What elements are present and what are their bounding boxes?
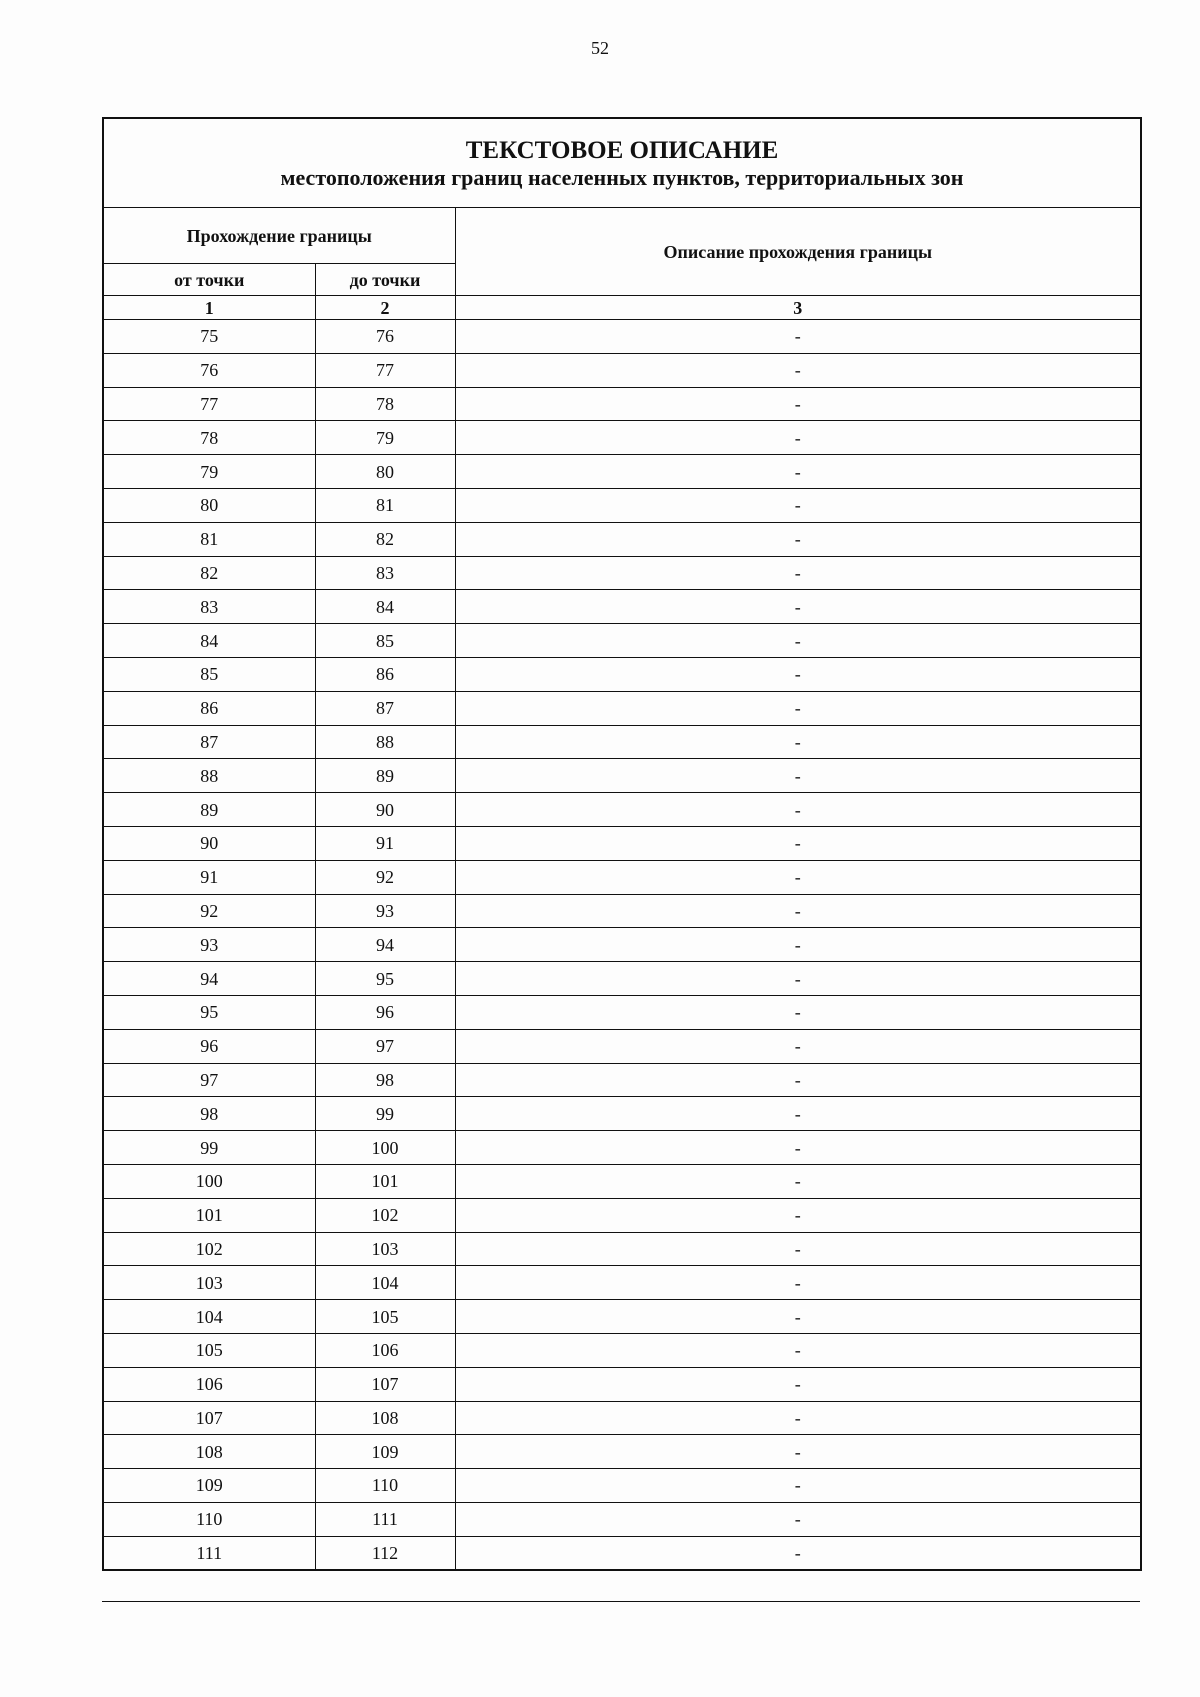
- header-passage: Прохождение границы: [103, 208, 455, 264]
- cell-from-point: 101: [103, 1198, 315, 1232]
- table-row: [103, 556, 1141, 590]
- cell-from-point: 107: [103, 1401, 315, 1435]
- cell-description: -: [455, 725, 1141, 759]
- cell-from-point: 87: [103, 725, 315, 759]
- cell-to-point: 82: [315, 522, 455, 556]
- table-row: [103, 455, 1141, 489]
- cell-to-point: 83: [315, 556, 455, 590]
- table-row: [103, 320, 1141, 354]
- cell-description: -: [455, 1029, 1141, 1063]
- cell-description: -: [455, 1164, 1141, 1198]
- cell-to-point: 108: [315, 1401, 455, 1435]
- cell-description: -: [455, 1401, 1141, 1435]
- cell-from-point: 95: [103, 995, 315, 1029]
- cell-from-point: 99: [103, 1131, 315, 1165]
- table-row: [103, 590, 1141, 624]
- cell-to-point: 90: [315, 793, 455, 827]
- table-row: [103, 759, 1141, 793]
- cell-to-point: 76: [315, 320, 455, 354]
- cell-from-point: 79: [103, 455, 315, 489]
- cell-description: -: [455, 488, 1141, 522]
- cell-from-point: 111: [103, 1536, 315, 1570]
- cell-to-point: 93: [315, 894, 455, 928]
- cell-description: -: [455, 1333, 1141, 1367]
- cell-from-point: 86: [103, 691, 315, 725]
- table-title: [103, 118, 1141, 208]
- cell-description: -: [455, 590, 1141, 624]
- cell-from-point: 88: [103, 759, 315, 793]
- cell-to-point: 102: [315, 1198, 455, 1232]
- cell-from-point: 96: [103, 1029, 315, 1063]
- table-row: [103, 387, 1141, 421]
- cell-from-point: 103: [103, 1266, 315, 1300]
- cell-description: -: [455, 962, 1141, 996]
- table-row: [103, 353, 1141, 387]
- table-body: [103, 320, 1141, 1571]
- cell-to-point: 95: [315, 962, 455, 996]
- cell-from-point: 106: [103, 1367, 315, 1401]
- cell-to-point: 110: [315, 1469, 455, 1503]
- cell-description: -: [455, 1469, 1141, 1503]
- cell-to-point: 94: [315, 928, 455, 962]
- header-from-point: от точки: [103, 264, 315, 296]
- cell-from-point: 100: [103, 1164, 315, 1198]
- cell-from-point: 110: [103, 1502, 315, 1536]
- table-row: [103, 1333, 1141, 1367]
- cell-to-point: 87: [315, 691, 455, 725]
- cell-to-point: 79: [315, 421, 455, 455]
- table-row: [103, 826, 1141, 860]
- table-row: [103, 1097, 1141, 1131]
- cell-to-point: 99: [315, 1097, 455, 1131]
- cell-description: -: [455, 995, 1141, 1029]
- cell-from-point: 84: [103, 624, 315, 658]
- cell-to-point: 92: [315, 860, 455, 894]
- cell-to-point: 103: [315, 1232, 455, 1266]
- cell-from-point: 102: [103, 1232, 315, 1266]
- table-row: [103, 1232, 1141, 1266]
- cell-from-point: 77: [103, 387, 315, 421]
- cell-description: -: [455, 1097, 1141, 1131]
- cell-description: -: [455, 657, 1141, 691]
- cell-from-point: 108: [103, 1435, 315, 1469]
- cell-to-point: 96: [315, 995, 455, 1029]
- cell-to-point: 111: [315, 1502, 455, 1536]
- table-row: [103, 657, 1141, 691]
- cell-from-point: 98: [103, 1097, 315, 1131]
- header-to-point: до точки: [315, 264, 455, 296]
- bottom-rule: [102, 1601, 1140, 1602]
- cell-to-point: 84: [315, 590, 455, 624]
- title-subtitle: местоположения границ населенных пунктов, территориальных зон: [280, 164, 964, 190]
- table-row: [103, 1469, 1141, 1503]
- table-row: [103, 860, 1141, 894]
- table-row: [103, 962, 1141, 996]
- table-row: [103, 1063, 1141, 1097]
- cell-description: -: [455, 522, 1141, 556]
- cell-to-point: 89: [315, 759, 455, 793]
- cell-to-point: 106: [315, 1333, 455, 1367]
- table-row: [103, 1502, 1141, 1536]
- cell-description: -: [455, 624, 1141, 658]
- cell-from-point: 82: [103, 556, 315, 590]
- cell-description: -: [455, 1063, 1141, 1097]
- table-row: [103, 1029, 1141, 1063]
- cell-from-point: 90: [103, 826, 315, 860]
- column-number-2: 2: [315, 296, 455, 320]
- cell-from-point: 94: [103, 962, 315, 996]
- cell-to-point: 85: [315, 624, 455, 658]
- cell-to-point: 100: [315, 1131, 455, 1165]
- column-number-1: 1: [103, 296, 315, 320]
- cell-from-point: 83: [103, 590, 315, 624]
- cell-description: -: [455, 894, 1141, 928]
- cell-from-point: 104: [103, 1300, 315, 1334]
- cell-description: -: [455, 1502, 1141, 1536]
- cell-description: -: [455, 860, 1141, 894]
- cell-from-point: 80: [103, 488, 315, 522]
- cell-description: -: [455, 556, 1141, 590]
- table-row: [103, 1435, 1141, 1469]
- table-row: [103, 1300, 1141, 1334]
- cell-description: -: [455, 1266, 1141, 1300]
- cell-description: -: [455, 1435, 1141, 1469]
- cell-description: -: [455, 691, 1141, 725]
- cell-from-point: 109: [103, 1469, 315, 1503]
- cell-to-point: 86: [315, 657, 455, 691]
- cell-to-point: 107: [315, 1367, 455, 1401]
- cell-from-point: 81: [103, 522, 315, 556]
- table-row: [103, 691, 1141, 725]
- cell-to-point: 81: [315, 488, 455, 522]
- cell-to-point: 105: [315, 1300, 455, 1334]
- cell-from-point: 76: [103, 353, 315, 387]
- cell-description: -: [455, 793, 1141, 827]
- cell-description: -: [455, 1198, 1141, 1232]
- cell-from-point: 105: [103, 1333, 315, 1367]
- cell-description: -: [455, 826, 1141, 860]
- header-description: Описание прохождения границы: [455, 208, 1141, 296]
- table-row: [103, 1401, 1141, 1435]
- table-row: [103, 1131, 1141, 1165]
- cell-to-point: 112: [315, 1536, 455, 1570]
- cell-description: -: [455, 353, 1141, 387]
- cell-description: -: [455, 387, 1141, 421]
- cell-to-point: 104: [315, 1266, 455, 1300]
- table-row: [103, 793, 1141, 827]
- cell-description: -: [455, 1300, 1141, 1334]
- cell-to-point: 101: [315, 1164, 455, 1198]
- table-row: [103, 894, 1141, 928]
- cell-to-point: 98: [315, 1063, 455, 1097]
- cell-description: -: [455, 320, 1141, 354]
- cell-description: -: [455, 1367, 1141, 1401]
- cell-description: -: [455, 759, 1141, 793]
- table-row: [103, 1536, 1141, 1570]
- column-number-3: 3: [455, 296, 1141, 320]
- cell-from-point: 91: [103, 860, 315, 894]
- cell-description: -: [455, 1131, 1141, 1165]
- cell-to-point: 109: [315, 1435, 455, 1469]
- table-row: [103, 1367, 1141, 1401]
- cell-from-point: 78: [103, 421, 315, 455]
- cell-description: -: [455, 1232, 1141, 1266]
- cell-to-point: 77: [315, 353, 455, 387]
- cell-to-point: 88: [315, 725, 455, 759]
- cell-from-point: 89: [103, 793, 315, 827]
- title-main: ТЕКСТОВОЕ ОПИСАНИЕ: [465, 136, 779, 164]
- table-row: [103, 488, 1141, 522]
- table-row: [103, 1266, 1141, 1300]
- cell-to-point: 80: [315, 455, 455, 489]
- cell-to-point: 91: [315, 826, 455, 860]
- cell-to-point: 97: [315, 1029, 455, 1063]
- page-number: 52: [591, 38, 609, 58]
- cell-from-point: 92: [103, 894, 315, 928]
- cell-from-point: 75: [103, 320, 315, 354]
- table-row: [103, 1164, 1141, 1198]
- cell-description: -: [455, 421, 1141, 455]
- cell-to-point: 78: [315, 387, 455, 421]
- table-row: [103, 522, 1141, 556]
- cell-from-point: 85: [103, 657, 315, 691]
- table-row: [103, 725, 1141, 759]
- table-row: [103, 421, 1141, 455]
- cell-from-point: 97: [103, 1063, 315, 1097]
- cell-description: -: [455, 928, 1141, 962]
- table-row: [103, 1198, 1141, 1232]
- table-row: [103, 928, 1141, 962]
- cell-from-point: 93: [103, 928, 315, 962]
- table-row: [103, 624, 1141, 658]
- cell-description: -: [455, 455, 1141, 489]
- table-row: [103, 995, 1141, 1029]
- cell-description: -: [455, 1536, 1141, 1570]
- boundary-description-table: [102, 117, 1142, 1571]
